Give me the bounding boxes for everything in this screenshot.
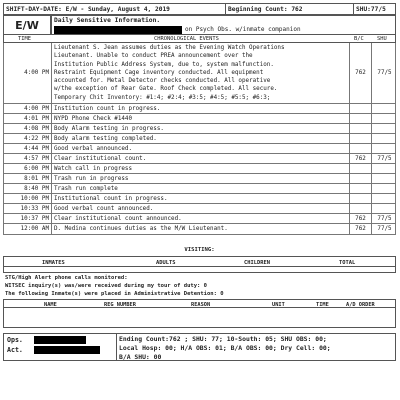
event-row bbox=[3, 194, 396, 204]
event-text: Good verbal count announced. bbox=[52, 204, 350, 213]
event-text: Trash run complete bbox=[52, 184, 350, 193]
event-row bbox=[3, 184, 396, 194]
event-text: Trash run in progress bbox=[52, 174, 350, 183]
footer-summary bbox=[3, 333, 396, 361]
event-shu bbox=[372, 114, 397, 123]
detention-header bbox=[3, 299, 396, 308]
event-time: 4:01 PM bbox=[4, 114, 52, 123]
event-row bbox=[3, 224, 396, 235]
col-events: CHRONOLOGICAL EVENTS bbox=[154, 35, 219, 42]
event-text: Clear institutional count. bbox=[52, 154, 350, 163]
ops-redacted bbox=[34, 336, 86, 344]
visiting-title: VISITING: bbox=[184, 247, 215, 253]
event-text: Good verbal announced. bbox=[52, 144, 350, 153]
event-shu bbox=[372, 194, 397, 203]
event-row bbox=[3, 43, 396, 104]
event-text: Institution count in progress. bbox=[52, 104, 350, 113]
col-shu: SHU bbox=[377, 35, 387, 42]
event-bc: 762 bbox=[350, 154, 372, 163]
col-time: TIME bbox=[18, 35, 31, 42]
ending-count-summary: Ending Count:762 ; SHU: 77; 10-South: 05; SHU OBS: 00; Local Hosp: 00; H/A OBS: 01; B/A OBS: 00; Dry Cell: 00; B/A SHU: 00 bbox=[119, 335, 331, 361]
event-shu: 77/5 bbox=[377, 226, 392, 232]
event-time: 10:37 PM bbox=[4, 214, 52, 223]
event-bc bbox=[350, 174, 372, 183]
redacted-block bbox=[54, 26, 182, 34]
det-reg: REG NUMBER bbox=[104, 301, 136, 308]
event-row bbox=[3, 164, 396, 174]
visiting-adults: ADULTS bbox=[156, 259, 176, 266]
event-time: 4:00 PM bbox=[4, 43, 52, 103]
event-text: Watch call in progress bbox=[52, 164, 350, 173]
event-text: NYPD Phone Check #1440 bbox=[52, 114, 350, 123]
event-time: 8:40 PM bbox=[4, 184, 52, 193]
visiting-inmates: INMATES bbox=[42, 259, 65, 266]
event-shu bbox=[372, 104, 397, 113]
unit-code: E/W bbox=[3, 15, 51, 35]
event-time: 4:44 PM bbox=[4, 144, 52, 153]
det-reason: REASON bbox=[191, 301, 211, 308]
act-label: Act. bbox=[7, 346, 23, 354]
event-text: Lieutenant S. Jean assumes duties as the Evening Watch Operations Lieutenant. Unable to conduct PREA announcement over the Institution Public Address System, due to, system malfunction. Restraint Equipment Cage inventory conducted. All equipment accounted for. Metal Detector checks conducted. All operative w/the exception of Rear Gate. Roof Check completed. All secure. Temporary Chit Inventory: #1:4; #2:4; #3:5; #4:5; #5:5; #6:3; bbox=[52, 43, 350, 103]
shu-count: SHU:77/5 bbox=[356, 5, 386, 13]
event-row bbox=[3, 124, 396, 134]
visiting-body bbox=[3, 267, 396, 273]
col-bc: B/C bbox=[354, 35, 364, 42]
event-shu bbox=[372, 144, 397, 153]
witsec-note: WITSEC inquiry(s) was/were received during my tour of duty: 0 bbox=[5, 283, 207, 289]
event-bc: 762 bbox=[350, 224, 372, 234]
event-bc bbox=[350, 164, 372, 173]
event-text: Body Alarm testing in progress. bbox=[52, 124, 350, 133]
footer-divider bbox=[116, 334, 117, 360]
detention-body bbox=[3, 308, 396, 328]
event-shu bbox=[372, 204, 397, 213]
event-time: 6:00 PM bbox=[4, 164, 52, 173]
visiting-children: CHILDREN bbox=[244, 259, 270, 266]
event-time: 4:08 PM bbox=[4, 124, 52, 133]
event-bc bbox=[350, 124, 372, 133]
event-bc: 762 bbox=[350, 214, 372, 223]
event-shu bbox=[372, 164, 397, 173]
event-bc bbox=[350, 184, 372, 193]
report-title-box bbox=[51, 15, 396, 35]
event-shu bbox=[372, 124, 397, 133]
event-shu bbox=[372, 134, 397, 143]
report-subtitle: on Psych Obs. w/inmate companion bbox=[185, 25, 301, 33]
event-bc: 762 bbox=[350, 43, 372, 103]
event-row bbox=[3, 154, 396, 164]
event-row bbox=[3, 104, 396, 114]
event-bc bbox=[350, 134, 372, 143]
event-time: 4:00 PM bbox=[4, 104, 52, 113]
event-bc bbox=[350, 144, 372, 153]
event-text: Institutional count in progress. bbox=[52, 194, 350, 203]
event-time: 10:33 PM bbox=[4, 204, 52, 213]
det-ad-order: A/D ORDER bbox=[346, 301, 375, 308]
event-bc bbox=[350, 104, 372, 113]
event-time: 10:00 PM bbox=[4, 194, 52, 203]
visiting-total: TOTAL bbox=[339, 259, 356, 266]
event-text: Body alarm testing completed. bbox=[52, 134, 350, 143]
beginning-count: Beginning Count: 762 bbox=[226, 4, 354, 14]
shift-day-date: SHIFT-DAY-DATE: E/W - Sunday, August 4, 2019 bbox=[4, 4, 226, 14]
det-unit: UNIT bbox=[272, 301, 285, 308]
event-shu bbox=[372, 184, 397, 193]
events-column-header bbox=[3, 35, 396, 43]
event-shu: 77/5 bbox=[377, 155, 392, 162]
event-time: 12:00 AM bbox=[4, 224, 52, 234]
det-time: TIME bbox=[316, 301, 329, 308]
admin-detention-note: The following Inmate(s) were placed in Administrative Detention: 0 bbox=[5, 291, 224, 297]
act-redacted bbox=[34, 346, 100, 354]
event-shu bbox=[372, 174, 397, 183]
event-text: D. Medina continues duties as the M/W Lieutenant. bbox=[52, 224, 350, 234]
ops-label: Ops. bbox=[7, 336, 23, 344]
report-title: Daily Sensitive Information. bbox=[54, 17, 161, 24]
det-name: NAME bbox=[44, 301, 57, 308]
event-row bbox=[3, 114, 396, 124]
event-row bbox=[3, 204, 396, 214]
event-row bbox=[3, 214, 396, 224]
event-row bbox=[3, 174, 396, 184]
daily-report-page bbox=[3, 3, 396, 395]
event-shu: 77/5 bbox=[377, 215, 392, 222]
visiting-header bbox=[3, 256, 396, 267]
event-time: 4:57 PM bbox=[4, 154, 52, 163]
event-bc bbox=[350, 114, 372, 123]
event-time: 4:22 PM bbox=[4, 134, 52, 143]
event-row bbox=[3, 144, 396, 154]
shift-header-row bbox=[3, 3, 396, 15]
event-time: 8:01 PM bbox=[4, 174, 52, 183]
event-bc bbox=[350, 194, 372, 203]
event-shu: 77/5 bbox=[377, 70, 392, 76]
event-text: Clear institutional count announced. bbox=[52, 214, 350, 223]
event-bc bbox=[350, 204, 372, 213]
stg-note: STG/High Alert phone calls monitored: bbox=[5, 275, 128, 281]
event-row bbox=[3, 134, 396, 144]
